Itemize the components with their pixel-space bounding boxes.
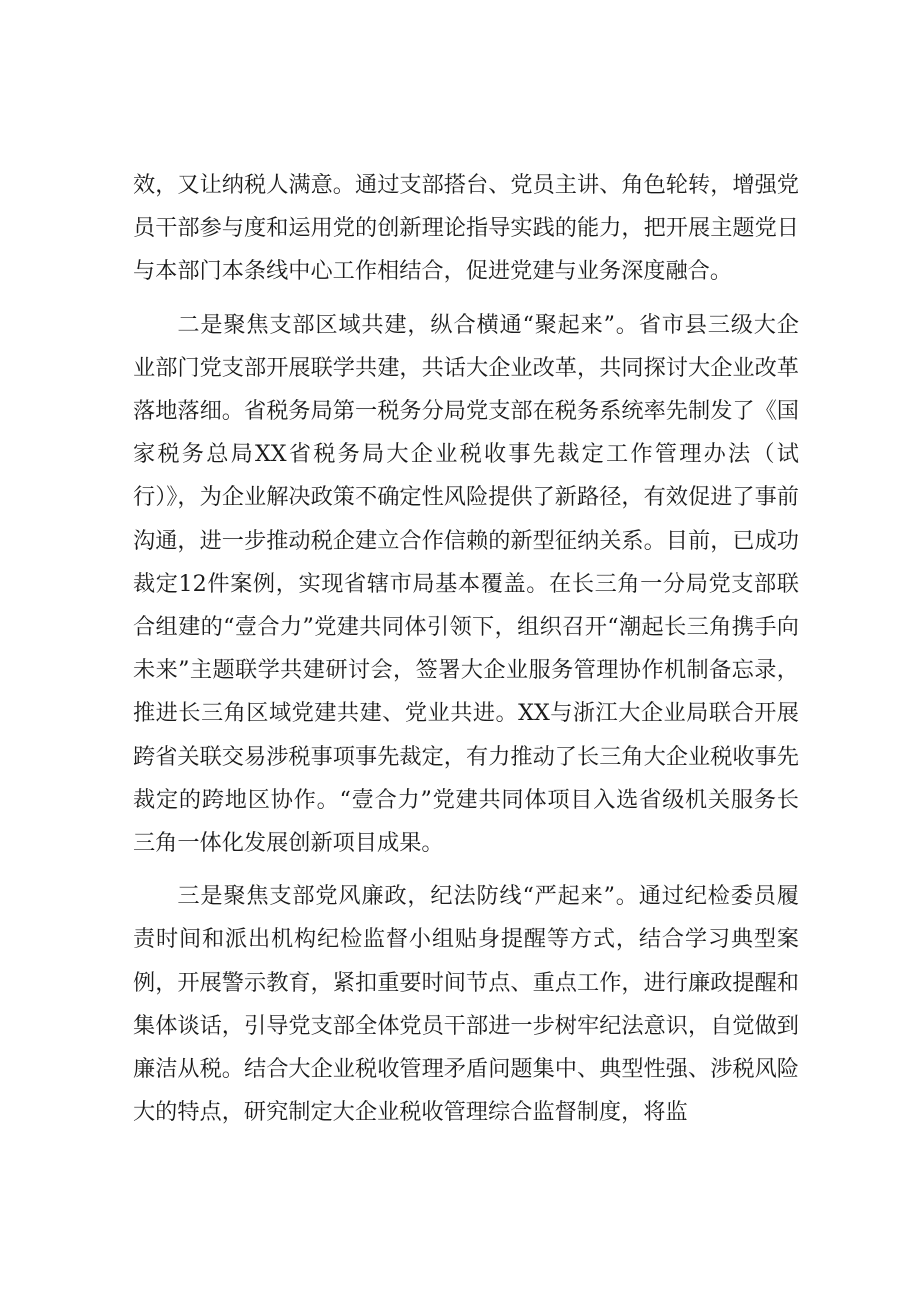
document-body (133, 164, 799, 1134)
paragraph-party-integrity: 三是聚焦支部党风廉政，纪法防线“严起来”。通过纪检委员履责时间和派出机构纪检监督小组贴身提醒等方式，结合学习典型案例，开展警示教育，紧扣重要时间节点、重点工作，进行廉政提醒和集体谈话，引导党支部全体党员干部进一步树牢纪法意识，自觉做到廉洁从税。结合大企业税收管理矛盾问题集中、典型性强、涉税风险大的特点，研究制定大企业税收管理综合监督制度，将监 (133, 883, 799, 1126)
paragraph-regional-coconstruction: 二是聚焦支部区域共建，纵合横通“聚起来”。省市县三级大企业部门党支部开展联学共建，共话大企业改革，共同探讨大企业改革落地落细。省税务局第一税务分局党支部在税务系统率先制发了《国家税务总局XX省税务局大企业税收事先裁定工作管理办法（试行）》，为企业解决政策不确定性风险提供了新路径，有效促进了事前沟通，进一步推动税企建立合作信赖的新型征纳关系。目前，已成功裁定12件案例，实现省辖市局基本覆盖。在长三角一分局党支部联合组建的“壹合力”党建共同体引领下，组织召开“潮起长三角携手向未来”主题联学共建研讨会，签署大企业服务管理协作机制备忘录，推进长三角区域党建共建、党业共进。XX与浙江大企业局联合开展跨省关联交易涉税事项事先裁定，有力推动了长三角大企业税收事先裁定的跨地区协作。“壹合力”党建共同体项目入选省级机关服务长三角一体化发展创新项目成果。 (133, 311, 799, 857)
paragraph-continuation: 效，又让纳税人满意。通过支部搭台、党员主讲、角色轮转，增强党员干部参与度和运用党的创新理论指导实践的能力，把开展主题党日与本部门本条线中心工作相结合，促进党建与业务深度融合。 (133, 172, 799, 285)
